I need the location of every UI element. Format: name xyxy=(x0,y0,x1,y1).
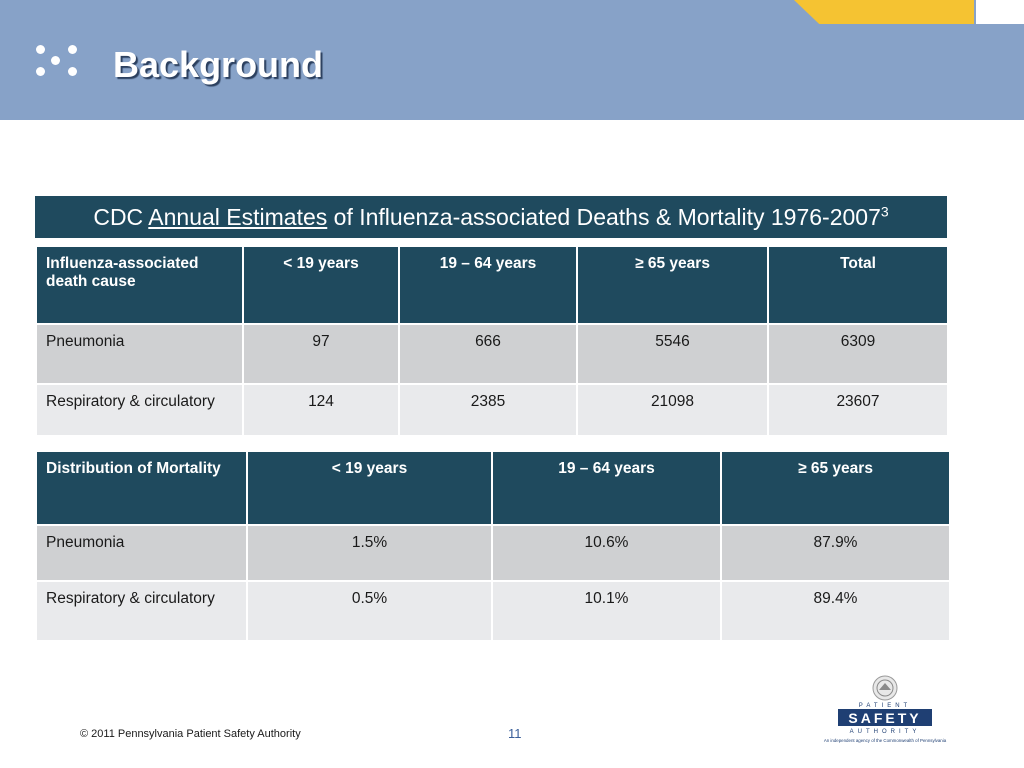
logo-line-safety: SAFETY xyxy=(848,710,922,726)
logo-tagline: An independent agency of the Commonwealth of Pennsylvania xyxy=(823,738,947,743)
col-header-under-19: < 19 years xyxy=(247,451,492,525)
caption-prefix: CDC xyxy=(93,203,149,230)
page-title: Background xyxy=(113,44,324,85)
cell-value: 10.1% xyxy=(492,581,721,641)
table-header-row xyxy=(36,451,950,525)
cell-value: 87.9% xyxy=(721,525,950,581)
cell-value: 124 xyxy=(243,384,399,436)
footer-copyright: © 2011 Pennsylvania Patient Safety Authority xyxy=(80,728,301,740)
logo-line-patient: PATIENT xyxy=(858,703,912,709)
cell-value: 6309 xyxy=(768,324,948,384)
distribution-table xyxy=(35,450,951,642)
cell-value: 666 xyxy=(399,324,577,384)
table-row xyxy=(36,384,948,436)
row-label: Pneumonia xyxy=(36,324,243,384)
col-header-distribution: Distribution of Mortality xyxy=(36,451,247,525)
corner-accent-yellow xyxy=(794,0,974,24)
cell-value: 97 xyxy=(243,324,399,384)
state-seal-icon xyxy=(873,676,897,700)
col-header-19-64: 19 – 64 years xyxy=(492,451,721,525)
table-caption xyxy=(35,196,947,238)
cell-value: 89.4% xyxy=(721,581,950,641)
cell-value: 23607 xyxy=(768,384,948,436)
row-label: Respiratory & circulatory xyxy=(36,384,243,436)
cell-value: 10.6% xyxy=(492,525,721,581)
row-label: Pneumonia xyxy=(36,525,247,581)
col-header-total: Total xyxy=(768,246,948,324)
title-bullet-dots-icon xyxy=(34,44,88,78)
caption-rest: of Influenza-associated Deaths & Mortality 1976-2007 xyxy=(327,203,881,230)
cell-value: 1.5% xyxy=(247,525,492,581)
col-header-65-plus: ≥ 65 years xyxy=(721,451,950,525)
cell-value: 2385 xyxy=(399,384,577,436)
patient-safety-authority-logo xyxy=(812,674,958,746)
col-header-cause: Influenza-associated death cause xyxy=(36,246,243,324)
deaths-table xyxy=(35,245,949,437)
row-label: Respiratory & circulatory xyxy=(36,581,247,641)
col-header-under-19: < 19 years xyxy=(243,246,399,324)
col-header-65-plus: ≥ 65 years xyxy=(577,246,768,324)
table-header-row xyxy=(36,246,948,324)
table-row xyxy=(36,525,950,581)
col-header-19-64: 19 – 64 years xyxy=(399,246,577,324)
cell-value: 0.5% xyxy=(247,581,492,641)
caption-superscript: 3 xyxy=(880,202,889,219)
caption-underlined: Annual Estimates xyxy=(148,203,328,230)
corner-accent-white xyxy=(976,0,1024,24)
table-row xyxy=(36,324,948,384)
cell-value: 21098 xyxy=(577,384,768,436)
logo-line-authority: AUTHORITY xyxy=(849,729,921,735)
cell-value: 5546 xyxy=(577,324,768,384)
page-number: 11 xyxy=(508,726,522,741)
table-row xyxy=(36,581,950,641)
